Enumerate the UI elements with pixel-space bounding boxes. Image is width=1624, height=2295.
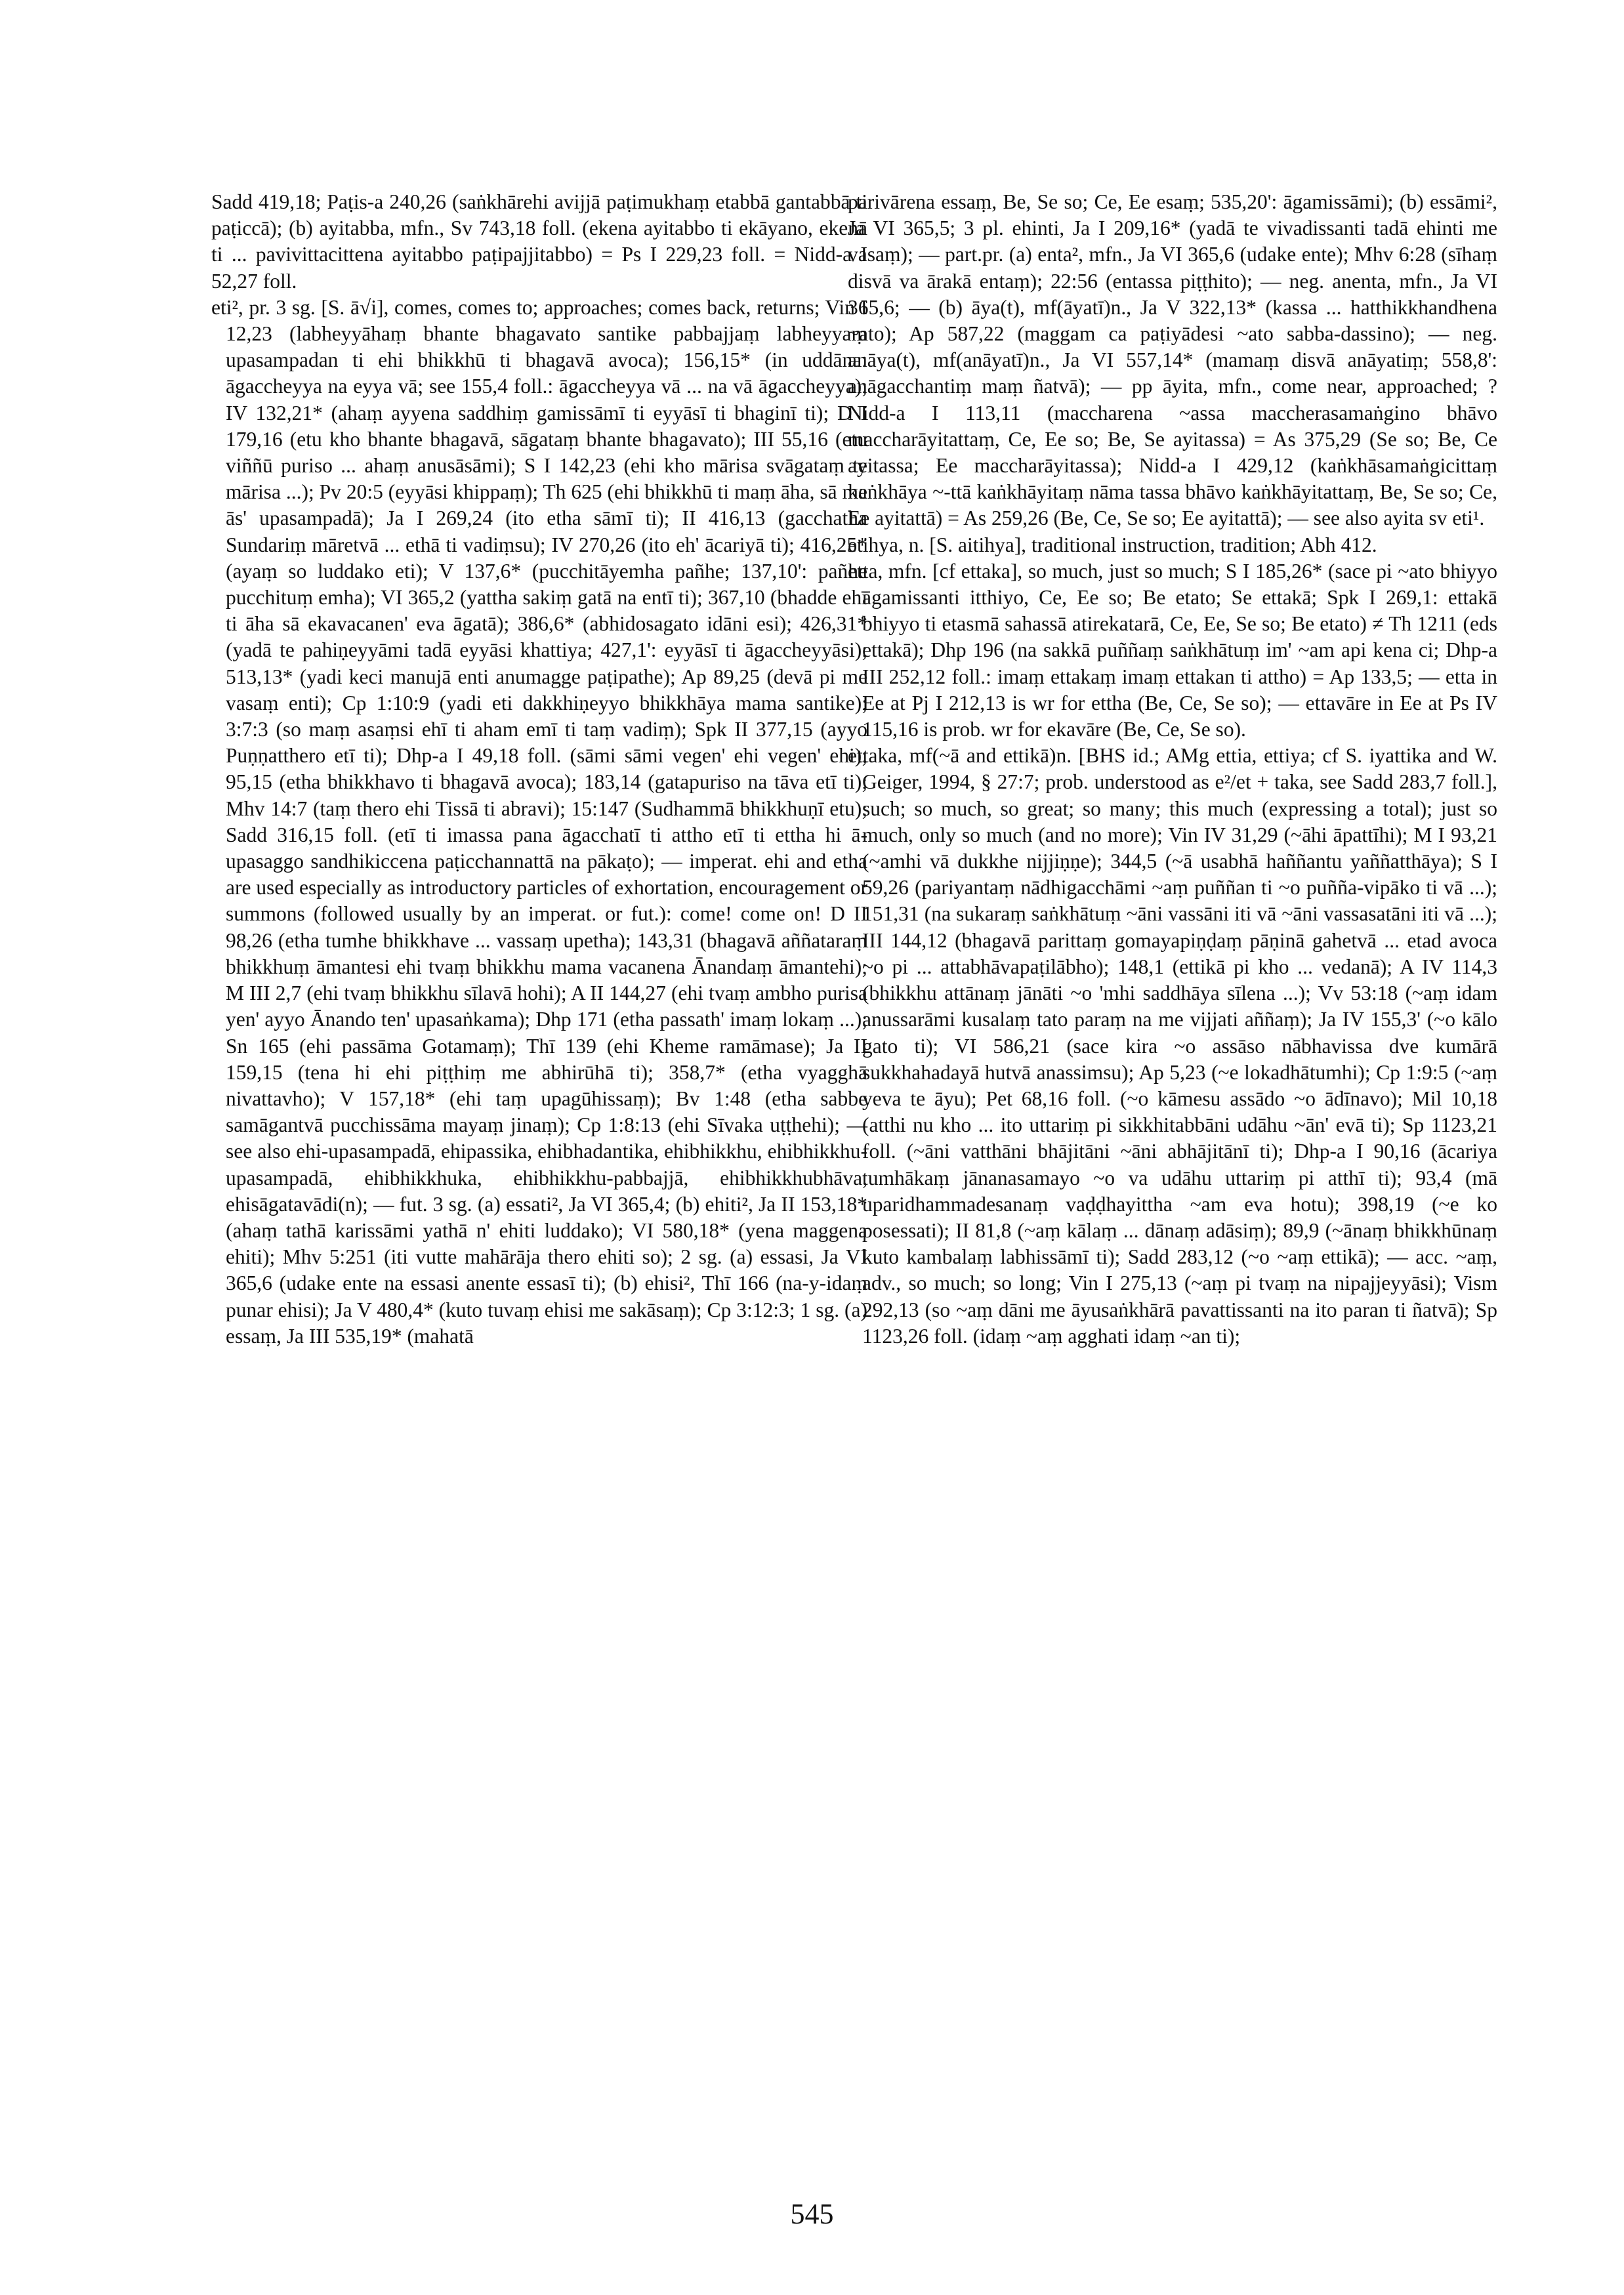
entry-continuation: parivārena essaṃ, Be, Se so; Ce, Ee esaṃ; 535,20': āgamissāmi); (b) essāmi², Ja VI 365,5; 3 pl. ehinti, Ja I 209,16* (yadā te vivadissanti tadā ehinti me vasaṃ); — part.pr. (a) enta², mfn., Ja VI 365,6 (udake ente); Mhv 6:28 (sīhaṃ disvā va ārakā entaṃ); 22:56 (entassa piṭṭhito); — neg. anenta, mfn., Ja VI 365,6; — (b) āya(t), mf(āyatī)n., Ja V 322,13* (kassa ... hatthikkhandhena ~ato); Ap 587,22 (maggam ca paṭiyādesi ~ato sabba-dassino); — neg. anāya(t), mf(anāyatī)n., Ja VI 557,14* (mamaṃ disvā anāyatiṃ; 558,8': anāgacchantiṃ maṃ ñatvā); — pp āyita, mfn., come near, approached; ? Nidd-a I 113,11 (maccharena ~assa maccherasamaṅgino bhāvo maccharāyitattaṃ, Ce, Ee so; Be, Se ayitassa) = As 375,29 (Se so; Be, Ce ayitassa; Ee maccharāyitassa); Nidd-a I 429,12 (kaṅkhāsamaṅgicittaṃ kaṅkhāya ~-ttā kaṅkhāyitaṃ nāma tassa bhāvo kaṅkhāyitattaṃ, Be, Se so; Ce, Ee ayitattā) = As 259,26 (Be, Ce, Se so; Ee ayitattā); — see also ayita sv eti¹. [848, 190, 1497, 530]
entry-eti: eti², pr. 3 sg. [S. ā√i], comes, comes to; approaches; comes back, returns; Vin I 12,23 (labheyyāhaṃ bhante bhagavato santike pabbajjaṃ labheyyaṃ upasampadan ti ehi bhikkhū ti bhagavā avoca); 156,15* (in uddāna: āgaccheyya na eyya vā; see 155,4 foll.: āgaccheyya vā ... na vā āgaccheyya); IV 132,21* (ahaṃ ayyena saddhiṃ gamissāmī ti eyyāsī ti bhaginī ti); D I 179,16 (etu kho bhante bhagavā, sāgataṃ bhante bhagavato); III 55,16 (etu viññū puriso ... ahaṃ anusāsāmi); S I 142,23 (ehi kho mārisa svāgataṃ te mārisa ...); Pv 20:5 (eyyāsi khippaṃ); Th 625 (ehi bhikkhū ti maṃ āha, sā me ās' upasampadā); Ja I 269,24 (ito etha sāmī ti); II 416,13 (gacchatha Sundariṃ māretvā ... ethā ti vadiṃsu); IV 270,26 (ito eh' ācariyā ti); 416,25* (ayaṃ so luddako eti); V 137,6* (pucchitāyemha pañhe; 137,10': pañhe pucchituṃ emha); VI 365,2 (yattha sakiṃ gatā na entī ti); 367,10 (bhadde ehī ti āha sā ekavacanen' eva āgatā); 386,6* (abhidosagato idāni esi); 426,31* (yadā te pahiṇeyyāmi tadā eyyāsi khattiya; 427,1': eyyāsī ti āgaccheyyāsi); 513,13* (yadi keci manujā enti anumagge paṭipathe); Ap 89,25 (devā pi me vasaṃ enti); Cp 1:10:9 (yadi eti dakkhiṇeyyo bhikkhāya mama santike); 3:7:3 (so maṃ asaṃsi ehī ti aham emī ti taṃ vadiṃ); Spk II 377,15 (ayyo Puṇṇatthero etī ti); Dhp-a I 49,18 foll. (sāmi sāmi vegen' ehi vegen' ehi); 95,15 (etha bhikkhavo ti bhagavā avoca); 183,14 (gatapuriso na tāva etī ti); Mhv 14:7 (taṃ thero ehi Tissā ti abravi); 15:147 (Sudhammā bhikkhuṇī etu); Sadd 316,15 foll. (etī ti imassa pana āgacchatī ti attho etī ti ettha hi ā-upasaggo sandhikiccena paṭicchannattā na pākaṭo); — imperat. ehi and etha are used especially as introductory particles of exhortation, encouragement or summons (followed usually by an imperat. or fut.): come! come on! D II 98,26 (etha tumhe bhikkhave ... vassaṃ upetha); 143,31 (bhagavā aññataraṃ bhikkhuṃ āmantesi ehi tvaṃ bhikkhu mama vacanena Ānandaṃ āmantehi); M III 2,7 (ehi tvaṃ bhikkhu sīlavā hohi); A II 144,27 (ehi tvaṃ ambho purisa yen' ayyo Ānando ten' upasaṅkama); Dhp 171 (etha passath' imaṃ lokaṃ ...); Sn 165 (ehi passāma Gotamaṃ); Thī 139 (ehi Kheme ramāmase); Ja II 159,15 (tena hi ehi piṭṭhiṃ me abhirūhā ti); 358,7* (etha vyagghā nivattavho); V 157,18* (ehi taṃ upagūhissaṃ); Bv 1:48 (etha sabbe samāgantvā pucchissāma mayaṃ jinaṃ); Cp 1:8:13 (ehi Sīvaka uṭṭhehi); — see also ehi-upasampadā, ehipassika, ehibhadantika, ehibhikkhu, ehibhikkhu-upasampadā, ehibhikkhuka, ehibhikkhu-pabbajjā, ehibhikkhubhāva, ehisāgatavādi(n); — fut. 3 sg. (a) essati², Ja VI 365,4; (b) ehiti², Ja II 153,18* (ahaṃ tathā karissāmi yathā n' ehiti luddako); VI 580,18* (yena maggena ehiti); Mhv 5:251 (iti vutte mahārāja thero ehiti so); 2 sg. (a) essasi, Ja VI 365,6 (udake ente na essasi anente essasī ti); (b) ehisi², Thī 166 (na-y-idaṃ punar ehisi); Ja V 480,4* (kuto tuvaṃ ehisi me sakāsaṃ); Cp 3:12:3; 1 sg. (a) essaṃ, Ja III 535,19* (mahatā [211, 295, 867, 1348]
entry-etihya: etihya, n. [S. aitihya], traditional instruction, tradition; Abh 412. [848, 533, 1377, 556]
entry-continuation: Sadd 419,18; Paṭis-a 240,26 (saṅkhārehi avijjā paṭimukhaṃ etabbā gantabbā ti paṭiccā); (b) ayitabba, mfn., Sv 743,18 foll. (ekena ayitabbo ti ekāyano, ekenā ti ... pavivittacittena ayitabbo paṭipajjitabbo) = Ps I 229,23 foll. = Nidd-a I 52,27 foll. [211, 190, 867, 293]
entry-ettaka: ettaka, mf(~ā and ettikā)n. [BHS id.; AMg ettia, ettiya; cf S. iyattika and W. Geiger, 1994, § 27:7; prob. understood as e²/et + taka, see Sadd 283,7 foll.], such; so much, so great; so many; this much (expressing a total); just so much, only so much (and no more); Vin IV 31,29 (~āhi āpattīhi); M I 93,21 (~amhi vā dukkhe nijjiṇṇe); 344,5 (~ā usabhā haññantu yaññatthāya); S I 59,26 (pariyantaṃ nādhigacchāmi ~aṃ puññan ti ~o puñña-vipāko ti vā ...); 151,31 (na sukaraṃ saṅkhātuṃ ~āni vassāni iti vā ~āni vassasatāni iti vā ...); III 144,12 (bhagavā parittaṃ gomayapiṇḍaṃ pāṇinā gahetvā ... etad avoca ~o pi ... attabhāvapaṭilābho); 148,1 (ettikā pi kho ... vedanā); A IV 114,3 (bhikkhu attānaṃ jānāti ~o 'mhi saddhāya sīlena ...); Vv 53:18 (~aṃ idam anussarāmi kusalaṃ tato paraṃ na me vijjati aññaṃ); Ja IV 155,3' (~o kālo gato ti); VI 586,21 (sace kira ~o assāso nābhavissa dve kumārā sukkhahadayā hutvā anassimsu); Ap 5,23 (~e lokadhātumhi); Cp 1:9:5 (~aṃ yeva te āyu); Pet 68,16 foll. (~o kāmesu assādo ~o ādīnavo); Mil 10,18 (atthi nu kho ... ito uttariṃ pi sikkhitabbāni udāhu ~ān' evā ti); Sp 1123,21 foll. (~āni vatthāni bhājitāni ~āni abhājitānī ti); Dhp-a I 90,16 (ācariya tumhākaṃ jānanasamayo ~o va udāhu uttariṃ pi atthī ti); 93,4 (mā uparidhammadesanaṃ vaḍḍhayittha ~am eva hotu); 398,19 (~e ko posessati); II 81,8 (~aṃ kālaṃ ... dānaṃ adāsiṃ); 89,9 (~ānaṃ bhikkhūnaṃ kuto kambalaṃ labhissāmī ti); Sadd 283,12 (~o ~aṃ ettikā); — acc. ~aṃ, adv., so much; so long; Vin I 275,13 (~aṃ pi tvaṃ na nipajjeyyāsi); Vism 292,13 (so ~aṃ dāni me āyusaṅkhārā pavattissanti na ito paran ti ñatvā); Sp 1123,26 foll. (idaṃ ~aṃ agghati idaṃ ~an ti); [848, 744, 1497, 1348]
left-column [211, 189, 867, 1350]
page-number: 545 [790, 2198, 834, 2230]
entry-etta: etta, mfn. [cf ettaka], so much, just so much; S I 185,26* (sace pi ~ato bhiyyo āgamissanti itthiyo, Ce, Ee so; Be etato; Se ettakā; Spk I 269,1: ettakā bhiyyo ti etasmā sahassā atirekatarā, Ce, Ee, Se so; Be etato) ≠ Th 1211 (eds ettakā); Dhp 196 (na sakkā puññaṃ saṅkhātuṃ im' ~am api kena ci; Dhp-a III 252,12 foll.: imaṃ ettakaṃ imaṃ ettakan ti attho) = Ap 133,5; — etta in Ee at Pj I 212,13 is wr for ettha (Be, Ce, Se so); — ettavāre in Ee at Ps IV 115,16 is prob. wr for ekavāre (Be, Ce, Se so). [848, 559, 1497, 741]
right-column [848, 189, 1497, 1350]
